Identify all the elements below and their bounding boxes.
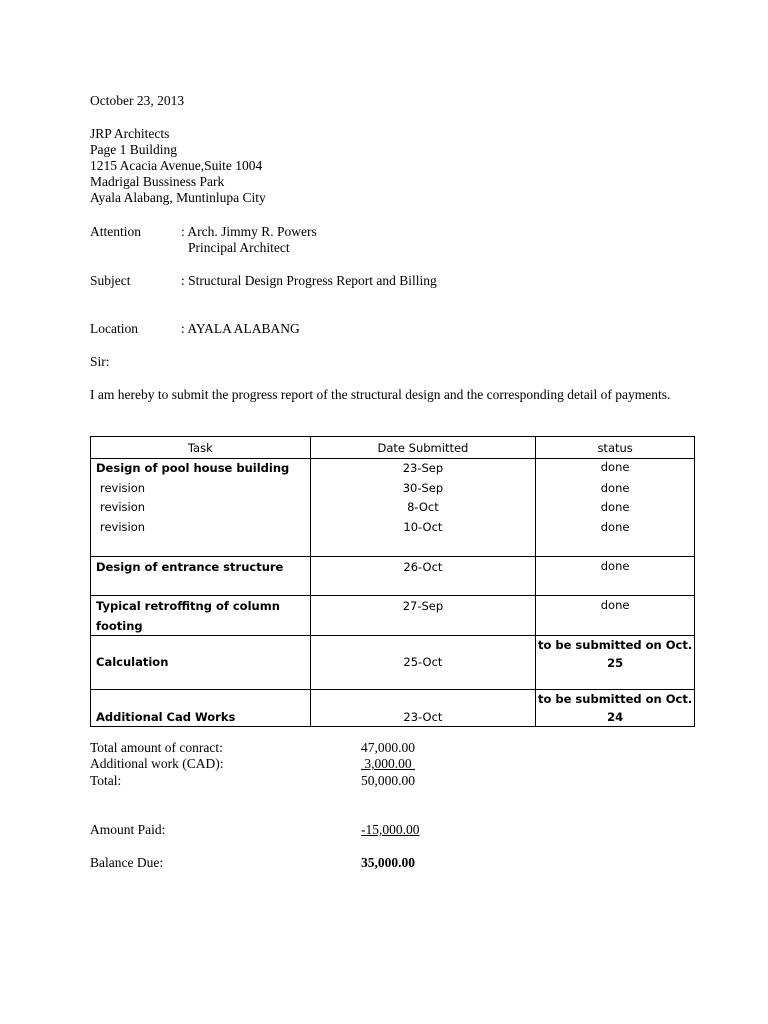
task-cell [91, 636, 311, 690]
date-text: 26-Oct [403, 560, 443, 574]
location-label: Location [90, 321, 138, 336]
task-cell [91, 596, 311, 636]
task-cell [91, 690, 311, 727]
date-cell [310, 636, 536, 690]
balance-due-value: 35,000.00 [361, 855, 415, 870]
additional-work-amount: 3,000.00 [364, 756, 412, 771]
subject-value: : Structural Design Progress Report and Billing [181, 273, 437, 288]
status-cell [536, 596, 695, 636]
addressee-line: Ayala Alabang, Muntinlupa City [90, 190, 266, 205]
salutation: Sir: [90, 354, 110, 369]
header-status: status [536, 437, 695, 459]
task-text: revision [100, 480, 146, 495]
attention-label: Attention [90, 224, 141, 239]
task-cell [91, 459, 311, 557]
attention-value: : Arch. Jimmy R. Powers [181, 224, 317, 239]
status-text: done [600, 500, 630, 515]
date-text: 30-Sep [402, 480, 444, 495]
intro-paragraph: I am hereby to submit the progress report of the structural design and the corresponding detail of payments. [90, 387, 671, 402]
date-text: 27-Sep [402, 599, 444, 613]
table-row [91, 557, 695, 596]
attention-title: Principal Architect [188, 240, 290, 255]
addressee-block [90, 126, 266, 206]
progress-table [90, 436, 695, 727]
additional-work-label: Additional work (CAD): [90, 756, 224, 771]
status-text: done [600, 460, 630, 474]
table-row [91, 690, 695, 727]
task-text: Typical retroffitng of column footing [96, 599, 280, 633]
date-text: 23-Sep [402, 461, 444, 475]
status-text: done [600, 480, 630, 495]
date-cell [310, 557, 536, 596]
task-text: revision [100, 500, 146, 515]
total-value: 50,000.00 [361, 773, 415, 788]
subject-label: Subject [90, 273, 131, 288]
header-task: Task [91, 437, 311, 459]
status-cell [536, 557, 695, 596]
date-text: 25-Oct [403, 654, 443, 669]
table-row [91, 636, 695, 690]
header-date: Date Submitted [310, 437, 536, 459]
balance-due-label: Balance Due: [90, 855, 164, 870]
additional-work-value [361, 756, 415, 772]
letter-date: October 23, 2013 [90, 93, 185, 108]
status-text: to be submitted on Oct. [538, 638, 693, 652]
addressee-line: 1215 Acacia Avenue,Suite 1004 [90, 158, 263, 173]
status-text: done [600, 598, 630, 612]
status-text: 24 [607, 710, 624, 724]
status-cell [536, 459, 695, 557]
date-text: 23-Oct [403, 710, 443, 724]
task-text: Design of entrance structure [96, 560, 284, 574]
date-cell [310, 690, 536, 727]
status-text: done [600, 520, 630, 535]
table-row [91, 459, 695, 557]
amount-paid-label: Amount Paid: [90, 822, 166, 837]
amount-paid-value: -15,000.00 [361, 822, 420, 837]
table-header-row [91, 437, 695, 459]
table-row [91, 596, 695, 636]
status-text: to be submitted on Oct. [538, 692, 693, 706]
addressee-line: Madrigal Bussiness Park [90, 174, 225, 189]
date-cell [310, 596, 536, 636]
status-text: 25 [607, 656, 624, 670]
task-text: Additional Cad Works [96, 710, 236, 724]
task-text: Design of pool house building [96, 461, 290, 475]
total-label: Total: [90, 773, 122, 788]
contract-value: 47,000.00 [361, 740, 415, 755]
addressee-line: JRP Architects [90, 126, 170, 141]
status-text: done [600, 559, 630, 573]
status-cell [536, 636, 695, 690]
task-cell [91, 557, 311, 596]
date-text: 10-Oct [403, 520, 443, 535]
location-value: : AYALA ALABANG [181, 321, 300, 336]
date-cell [310, 459, 536, 557]
task-text: Calculation [96, 654, 169, 669]
task-text: revision [100, 520, 146, 535]
date-text: 8-Oct [407, 500, 439, 515]
contract-label: Total amount of conract: [90, 740, 223, 755]
addressee-line: Page 1 Building [90, 142, 177, 157]
status-cell [536, 690, 695, 727]
